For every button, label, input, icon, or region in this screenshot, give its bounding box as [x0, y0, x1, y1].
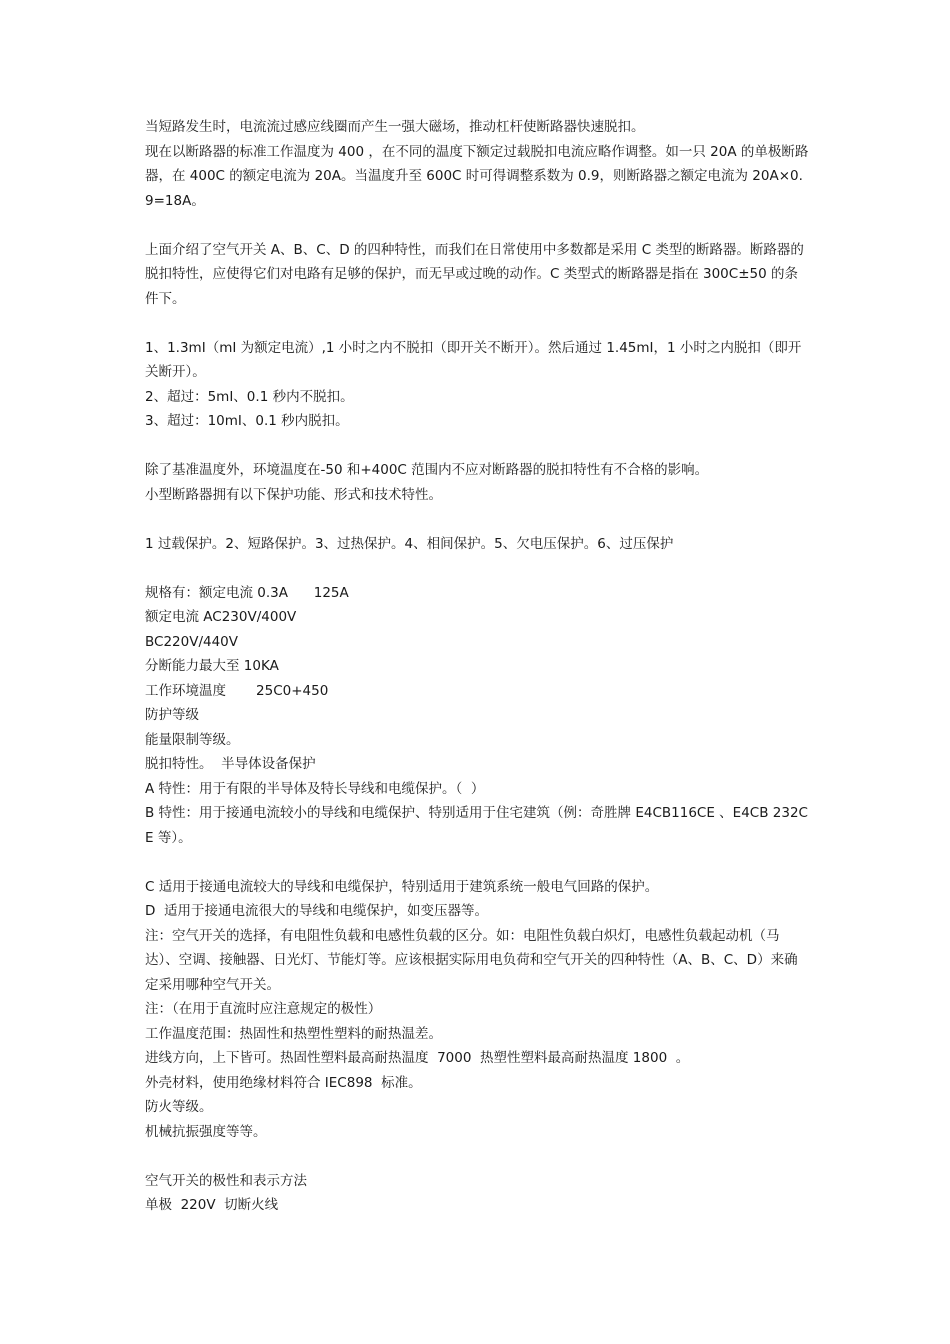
- paragraph: 注：（在用于直流时应注意规定的极性）: [145, 1001, 382, 1017]
- spec-line: A 特性：用于有限的半导体及特长导线和电缆保护。（ ）: [145, 780, 485, 797]
- spec-line: 额定电流 AC230V/400V: [145, 609, 297, 625]
- spacer: [145, 1144, 810, 1169]
- spacer: [145, 850, 810, 875]
- paragraph: 1 过载保护。2、短路保护。3、过热保护。4、相间保护。5、欠电压保护。6、过压保护: [145, 535, 674, 552]
- spacer: [145, 213, 810, 238]
- paragraph: 进线方向，上下皆可。热固性塑料最高耐热温度 7000 热塑性塑料最高耐热温度 1800 。: [145, 1050, 690, 1066]
- spec-line: 脱扣特性。 半导体设备保护: [145, 756, 316, 772]
- section-heading: 空气开关的极性和表示方法: [145, 1172, 307, 1189]
- paragraph: 机械抗振强度等等。: [145, 1123, 267, 1140]
- paragraph: 单极 220V 切断火线: [145, 1197, 279, 1213]
- paragraph: 现在以断路器的标准工作温度为 400 ，在不同的温度下额定过载脱扣电流应略作调整。如一只 20A 的单极断路器，在 400C 的额定电流为 20A。当温度升至 600C 时可得调整系数为 0.9，则断路器之额定电流为 20A×0.9=18A。: [145, 143, 809, 209]
- spacer: [145, 556, 810, 581]
- spec-line: 分断能力最大至 10KA: [145, 658, 279, 674]
- paragraph: D 适用于接通电流很大的导线和电缆保护，如变压器等。: [145, 903, 488, 919]
- list-item: 1、1.3mI（mI 为额定电流）,1 小时之内不脱扣（即开关不断开）。然后通过 1.45mI，1 小时之内脱扣（即开关断开）。: [145, 339, 802, 380]
- spec-line: B 特性：用于接通电流较小的导线和电缆保护、特别适用于住宅建筑（例：奇胜牌 E4CB116CE 、E4CB 232CE 等）。: [145, 805, 808, 846]
- spec-line: 防护等级: [145, 707, 199, 723]
- spec-line: 能量限制等级。: [145, 731, 240, 748]
- list-item: 2、超过：5mI、0.1 秒内不脱扣。: [145, 388, 354, 405]
- spec-line: 规格有：额定电流 0.3A 125A: [145, 584, 349, 601]
- spec-line: BC220V/440V: [145, 633, 239, 650]
- paragraph: 外壳材料，使用绝缘材料符合 IEC898 标准。: [145, 1074, 422, 1091]
- paragraph: 注：空气开关的选择，有电阻性负载和电感性负载的区分。如：电阻性负载白炽灯，电感性负载起动机（马达）、空调、接触器、日光灯、节能灯等。应该根据实际用电负荷和空气开关的四种特性（A、B、C、D）来确定采用哪种空气开关。: [145, 927, 798, 993]
- document-body: [145, 115, 810, 1218]
- paragraph: C 适用于接通电流较大的导线和电缆保护，特别适用于建筑系统一般电气回路的保护。: [145, 878, 659, 895]
- paragraph: 工作温度范围：热固性和热塑性塑料的耐热温差。: [145, 1025, 442, 1042]
- paragraph: 当短路发生时，电流流过感应线圈而产生一强大磁场，推动杠杆使断路器快速脱扣。: [145, 119, 645, 135]
- list-item: 3、超过：10mI、0.1 秒内脱扣。: [145, 413, 349, 429]
- paragraph: 除了基准温度外，环境温度在-50 和+400C 范围内不应对断路器的脱扣特性有不合格的影响。: [145, 462, 709, 478]
- paragraph: 防火等级。: [145, 1099, 213, 1115]
- paragraph: 上面介绍了空气开关 A、B、C、D 的四种特性，而我们在日常使用中多数都是采用 C 类型的断路器。断路器的脱扣特性，应使得它们对电路有足够的保护，而无早或过晚的动作。C 类型式的断路器是指在 300C±50 的条件下。: [145, 241, 804, 307]
- spacer: [145, 434, 810, 459]
- paragraph: 小型断路器拥有以下保护功能、形式和技术特性。: [145, 486, 442, 503]
- spacer: [145, 311, 810, 336]
- spec-line: 工作环境温度 25C0+450: [145, 682, 329, 699]
- spacer: [145, 507, 810, 532]
